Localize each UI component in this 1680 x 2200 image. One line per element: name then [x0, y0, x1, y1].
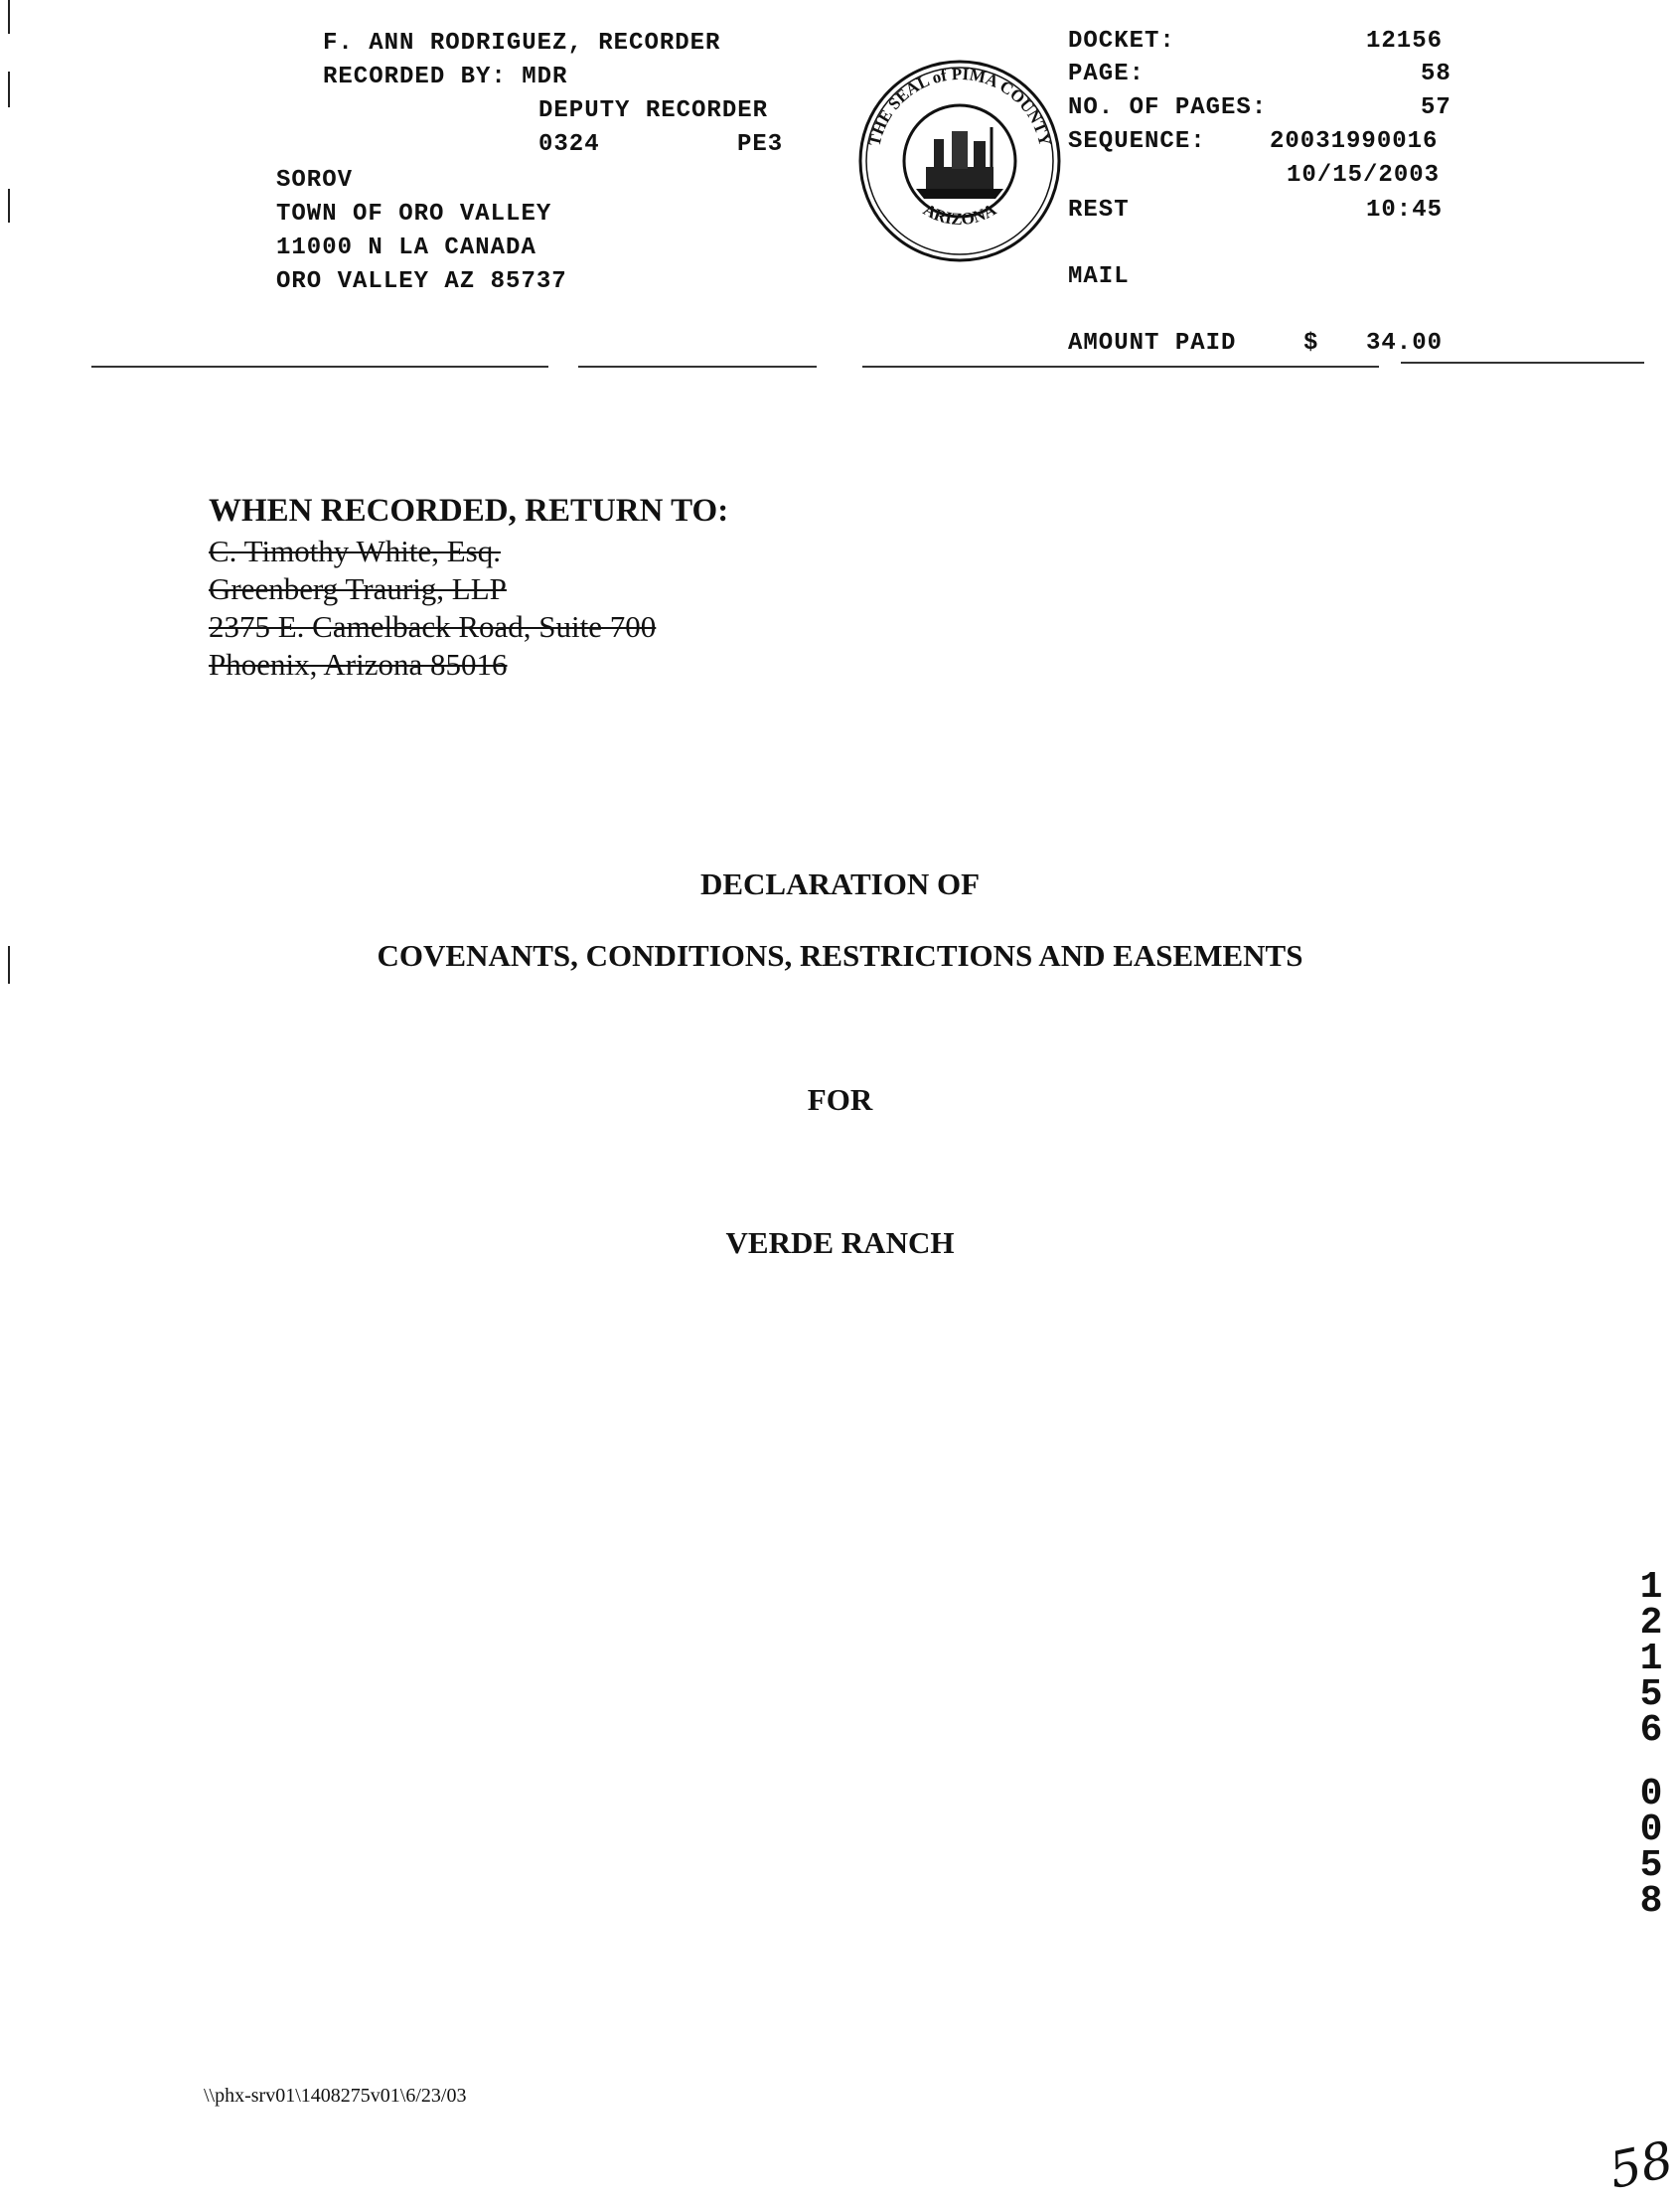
file-path-footer: \\phx-srv01\1408275v01\6/23/03: [204, 2085, 467, 2107]
stamp-digit: 0: [1639, 1773, 1663, 1815]
seal-top-text: THE SEAL of PIMA COUNTY: [864, 64, 1055, 148]
stamp-digit: 6: [1639, 1709, 1663, 1752]
header-rule: [91, 366, 548, 368]
seal-graphic: [856, 58, 1063, 264]
recorder-code-right: PE3: [737, 131, 784, 158]
amount-label: AMOUNT PAID: [1068, 330, 1237, 357]
handwritten-page-mark: 58: [1604, 2130, 1678, 2200]
stamp-digit: 0: [1639, 1808, 1663, 1851]
recorded-time: 10:45: [1366, 197, 1444, 224]
stamp-digit: 2: [1639, 1602, 1663, 1645]
page-value: 58: [1421, 61, 1451, 87]
recorded-by: RECORDED BY: MDR: [323, 64, 568, 90]
return-to-line: Greenberg Traurig, LLP: [209, 571, 507, 606]
stamp-digit: 8: [1639, 1880, 1663, 1923]
header-rule: [1401, 362, 1644, 364]
document-title-line: COVENANTS, CONDITIONS, RESTRICTIONS AND EASEMENTS: [377, 938, 1303, 973]
addressee-line: 11000 N LA CANADA: [276, 235, 536, 261]
pages-value: 57: [1421, 94, 1451, 121]
return-to-line: Phoenix, Arizona 85016: [209, 647, 508, 682]
scan-artifact: [8, 72, 10, 107]
addressee-line: SOROV: [276, 167, 354, 194]
scan-artifact: [8, 189, 10, 223]
scan-artifact: [8, 0, 10, 34]
addressee-line: ORO VALLEY AZ 85737: [276, 268, 567, 295]
recorder-code-left: 0324: [538, 131, 600, 158]
return-to-line: C. Timothy White, Esq.: [209, 534, 501, 568]
document-title-line: DECLARATION OF: [699, 866, 981, 901]
return-to-heading: WHEN RECORDED, RETURN TO:: [209, 493, 729, 529]
rest-label: REST: [1068, 197, 1130, 224]
document-title-line: VERDE RANCH: [725, 1225, 955, 1260]
margin-page-stamp: [1631, 1773, 1671, 1923]
docket-value: 12156: [1366, 28, 1444, 55]
addressee-line: TOWN OF ORO VALLEY: [276, 201, 552, 228]
sequence-label: SEQUENCE:: [1068, 128, 1206, 155]
recorder-name: F. ANN RODRIGUEZ, RECORDER: [323, 30, 721, 57]
pages-label: NO. OF PAGES:: [1068, 94, 1268, 121]
margin-docket-stamp: [1631, 1566, 1671, 1752]
page-label: PAGE:: [1068, 61, 1145, 87]
mail-label: MAIL: [1068, 263, 1130, 290]
docket-label: DOCKET:: [1068, 28, 1175, 55]
sequence-value: 20031990016: [1270, 128, 1439, 155]
seal-bottom-text: ARIZONA: [920, 200, 999, 230]
deputy-recorder: DEPUTY RECORDER: [538, 97, 769, 124]
amount-value: 34.00: [1366, 330, 1444, 357]
amount-currency: $: [1303, 330, 1319, 357]
header-rule: [862, 366, 1379, 368]
document-title-line: FOR: [807, 1082, 873, 1117]
stamp-digit: 1: [1639, 1566, 1663, 1609]
stamp-digit: 5: [1639, 1673, 1663, 1716]
stamp-digit: 5: [1639, 1844, 1663, 1887]
svg-text:ARIZONA: [920, 200, 999, 229]
header-rule: [578, 366, 817, 368]
recorded-date: 10/15/2003: [1287, 162, 1441, 189]
county-seal: [856, 58, 1063, 264]
return-to-line: 2375 E. Camelback Road, Suite 700: [209, 609, 657, 644]
stamp-digit: 1: [1639, 1638, 1663, 1680]
